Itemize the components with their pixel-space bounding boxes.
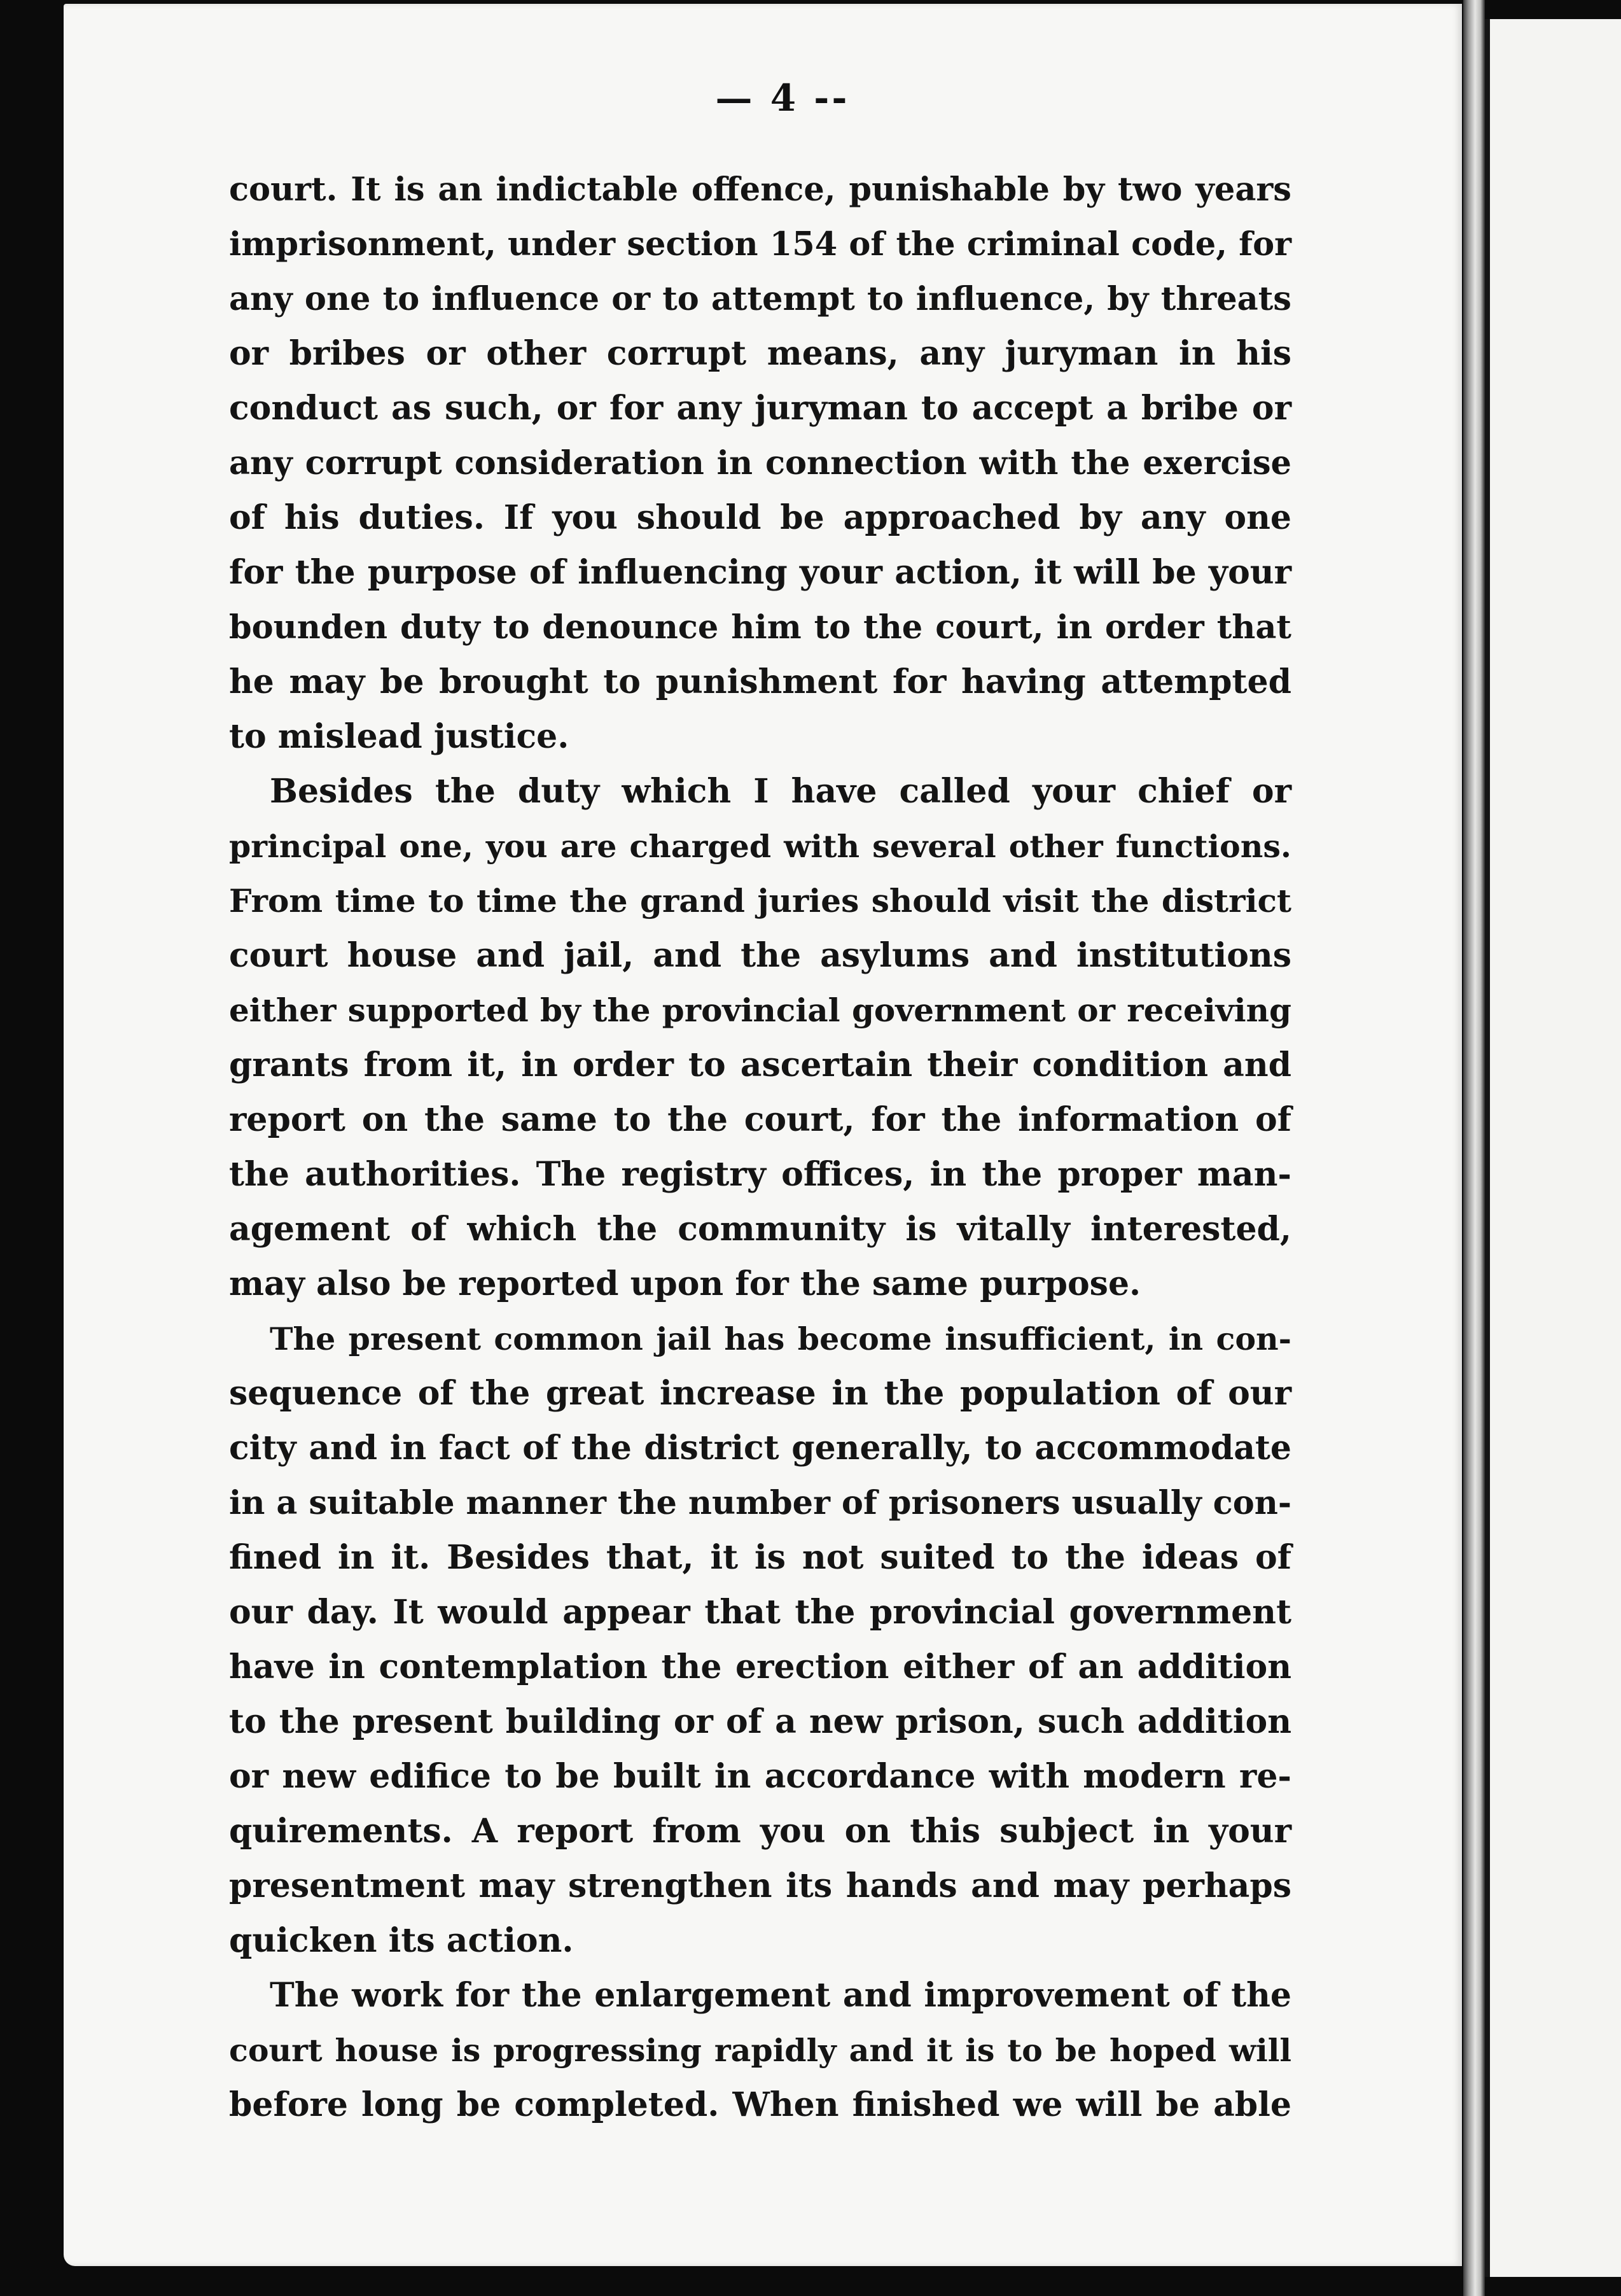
text-line: grants from it, in order to ascertain their condition and — [229, 1046, 1291, 1084]
text-line: he may be brought to punishment for having attempted — [229, 662, 1291, 701]
text-line: report on the same to the court, for the information of — [229, 1100, 1291, 1139]
text-line: our day. It would appear that the provincial government — [229, 1593, 1291, 1632]
text-line: any one to influence or to attempt to influence, by threats — [229, 280, 1291, 318]
page-gutter — [1463, 0, 1485, 2296]
text-line: imprisonment, under section 154 of the criminal code, for — [229, 225, 1291, 263]
facing-page-edge — [1485, 19, 1621, 2277]
text-line: quicken its action. — [229, 1921, 574, 1960]
text-line: city and in fact of the district generally, to accommodate — [229, 1429, 1291, 1467]
text-line: to mislead justice. — [229, 717, 569, 756]
text-line: sequence of the great increase in the population of our — [229, 1374, 1291, 1413]
text-line: The present common jail has become insufficient, in con- — [270, 1320, 1291, 1357]
text-line: before long be completed. When finished we will be able — [229, 2085, 1291, 2124]
text-line: conduct as such, or for any juryman to accept a bribe or — [229, 389, 1291, 428]
body-text — [229, 162, 1291, 2132]
text-line: or bribes or other corrupt means, any juryman in his — [229, 334, 1291, 373]
text-line: have in contemplation the erection either of an addition — [229, 1648, 1291, 1686]
text-line: bounden duty to denounce him to the court, in order that — [229, 608, 1291, 647]
text-line: court. It is an indictable offence, punishable by two years — [229, 171, 1291, 209]
page-number: — 4 -- — [715, 76, 850, 120]
text-line: for the purpose of influencing your action, it will be your — [229, 553, 1291, 592]
text-line: or new edifice to be built in accordance with modern re- — [229, 1757, 1291, 1796]
text-line: Besides the duty which I have called your chief or — [270, 772, 1291, 811]
text-line: to the present building or of a new prison, such addition — [229, 1702, 1291, 1741]
text-line: either supported by the provincial government or receiving — [229, 991, 1291, 1029]
text-line: any corrupt consideration in connection with the exercise — [229, 444, 1291, 482]
text-line: quirements. A report from you on this subject in your — [229, 1812, 1291, 1851]
text-line: in a suitable manner the number of prisoners usually con- — [229, 1484, 1291, 1522]
text-line: The work for the enlargement and improvement of the — [270, 1976, 1291, 2015]
text-line: court house is progressing rapidly and it is to be hoped will — [229, 2032, 1291, 2069]
text-line: agement of which the community is vitally interested, — [229, 1210, 1291, 1249]
text-line: may also be reported upon for the same purpose. — [229, 1264, 1141, 1303]
text-line: of his duties. If you should be approached by any one — [229, 498, 1291, 537]
text-line: court house and jail, and the asylums and institutions — [229, 936, 1291, 975]
text-line: From time to time the grand juries should visit the district — [229, 882, 1291, 920]
text-line: the authorities. The registry offices, in the proper man- — [229, 1155, 1291, 1194]
text-line: presentment may strengthen its hands and may perhaps — [229, 1866, 1291, 1905]
text-line: fined in it. Besides that, it is not suited to the ideas of — [229, 1538, 1291, 1577]
text-line: principal one, you are charged with several other functions. — [229, 828, 1291, 865]
